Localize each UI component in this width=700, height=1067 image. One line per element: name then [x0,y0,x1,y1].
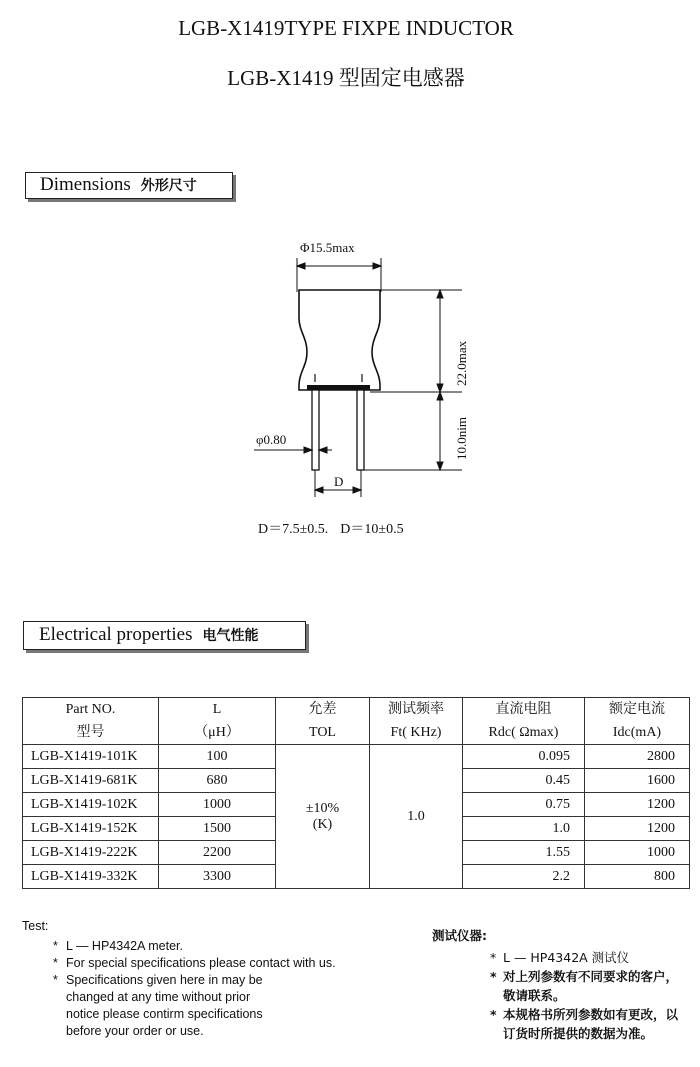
test-frequency-cell: 1.0 [370,745,463,889]
rdc-cell: 2.2 [463,865,585,889]
idc-cell: 1200 [585,817,690,841]
lead-length-dimension [364,392,462,470]
height-label: 22.0max [454,340,469,386]
table-row [23,745,690,769]
test-note-text: Specifications given here in may be changed at any time without prior notice please contirm specifications before your order or use. [66,973,263,1038]
lead-diameter-dimension [254,447,332,453]
header-dc-resistance [463,698,585,745]
idc-cell: 1000 [585,841,690,865]
header-line: 允差 [308,702,337,717]
header-line: Ft( KHz) [390,725,442,740]
header-line: （μH） [194,725,240,740]
bullet-mark: * [53,939,58,953]
test-note-item [487,967,700,1005]
inductance-cell: 1000 [159,793,276,817]
test-note-text: 本规格书所列参数如有更改，以订货时所提供的数据为准。 [503,1007,679,1041]
header-tolerance [276,698,370,745]
test-note-text: L — HP4342A 测试仪 [503,950,630,965]
header-line: Rdc( Ωmax) [488,725,559,740]
lead-diameter-label: φ0.80 [256,432,287,447]
tolerance-code: (K) [312,816,333,832]
document-title-en: LGB-X1419TYPE FIXPE INDUCTOR [178,16,514,40]
test-note-item [50,955,350,972]
part-number-cell: LGB-X1419-102K [23,793,159,817]
header-inductance [159,698,276,745]
height-dimension [370,290,462,392]
pitch-options [258,518,404,538]
pitch-option: D＝10±0.5 [340,522,404,537]
dimensions-heading-cn: 外形尺寸 [140,178,197,194]
part-number-cell: LGB-X1419-332K [23,865,159,889]
header-part-no [23,698,159,745]
idc-cell: 2800 [585,745,690,769]
lead-length-label: 10.0nim [454,417,469,460]
part-number-cell: LGB-X1419-222K [23,841,159,865]
test-note-text: L — HP4342A meter. [66,939,183,953]
document-title-cn: LGB-X1419 型固定电感器 [227,66,465,90]
inductance-cell: 1500 [159,817,276,841]
part-number-cell: LGB-X1419-681K [23,769,159,793]
inductance-cell: 680 [159,769,276,793]
test-note-item [50,972,350,1040]
test-notes-cn [432,926,700,1043]
electrical-heading [23,621,306,650]
pitch-option: D＝7.5±0.5. [258,522,329,537]
rdc-cell: 0.75 [463,793,585,817]
electrical-properties-table [22,697,690,889]
table-header-row [23,698,690,745]
header-line: 测试频率 [388,702,444,717]
bullet-mark: * [490,1007,497,1022]
header-line: Idc(mA) [612,725,662,740]
diameter-label: Φ15.5max [300,240,355,255]
header-line: 额定电流 [609,702,665,717]
test-note-item [487,948,700,967]
part-number-cell: LGB-X1419-101K [23,745,159,769]
header-line: L [212,702,222,717]
idc-cell: 1200 [585,793,690,817]
header-rated-current [585,698,690,745]
inductance-cell: 2200 [159,841,276,865]
electrical-heading-en: Electrical properties [39,624,193,645]
test-note-item [487,1005,700,1043]
test-note-text: For special specifications please contact with us. [66,956,336,970]
dimensions-heading-en: Dimensions [40,174,131,195]
inductor-leads [312,390,364,470]
test-notes-en [22,918,350,1040]
header-line: 型号 [76,725,105,740]
tolerance-cell [276,745,370,889]
idc-cell: 1600 [585,769,690,793]
idc-cell: 800 [585,865,690,889]
inductor-base [307,385,370,390]
header-test-frequency [370,698,463,745]
part-number-cell: LGB-X1419-152K [23,817,159,841]
inductance-cell: 100 [159,745,276,769]
rdc-cell: 1.55 [463,841,585,865]
test-note-item [50,938,350,955]
electrical-heading-cn: 电气性能 [202,628,259,644]
inductor-dimension-drawing [0,0,700,520]
test-note-text: 对上列参数有不同要求的客户，敬请联系。 [503,969,679,1003]
rdc-cell: 1.0 [463,817,585,841]
header-line: Part NO. [65,702,116,717]
header-line: 直流电阻 [495,702,552,717]
bullet-mark: * [490,969,497,984]
tolerance-value: ±10% [305,800,340,816]
bullet-mark: * [490,950,497,965]
test-heading-en: Test: [22,919,49,933]
inductance-cell: 3300 [159,865,276,889]
rdc-cell: 0.45 [463,769,585,793]
bullet-mark: * [53,973,58,987]
rdc-cell: 0.095 [463,745,585,769]
bullet-mark: * [53,956,58,970]
diameter-dimension [297,258,381,292]
header-line: TOL [309,725,336,740]
pitch-label: D [334,474,344,489]
inductor-body [299,290,380,390]
test-heading-cn: 测试仪器: [432,928,487,943]
